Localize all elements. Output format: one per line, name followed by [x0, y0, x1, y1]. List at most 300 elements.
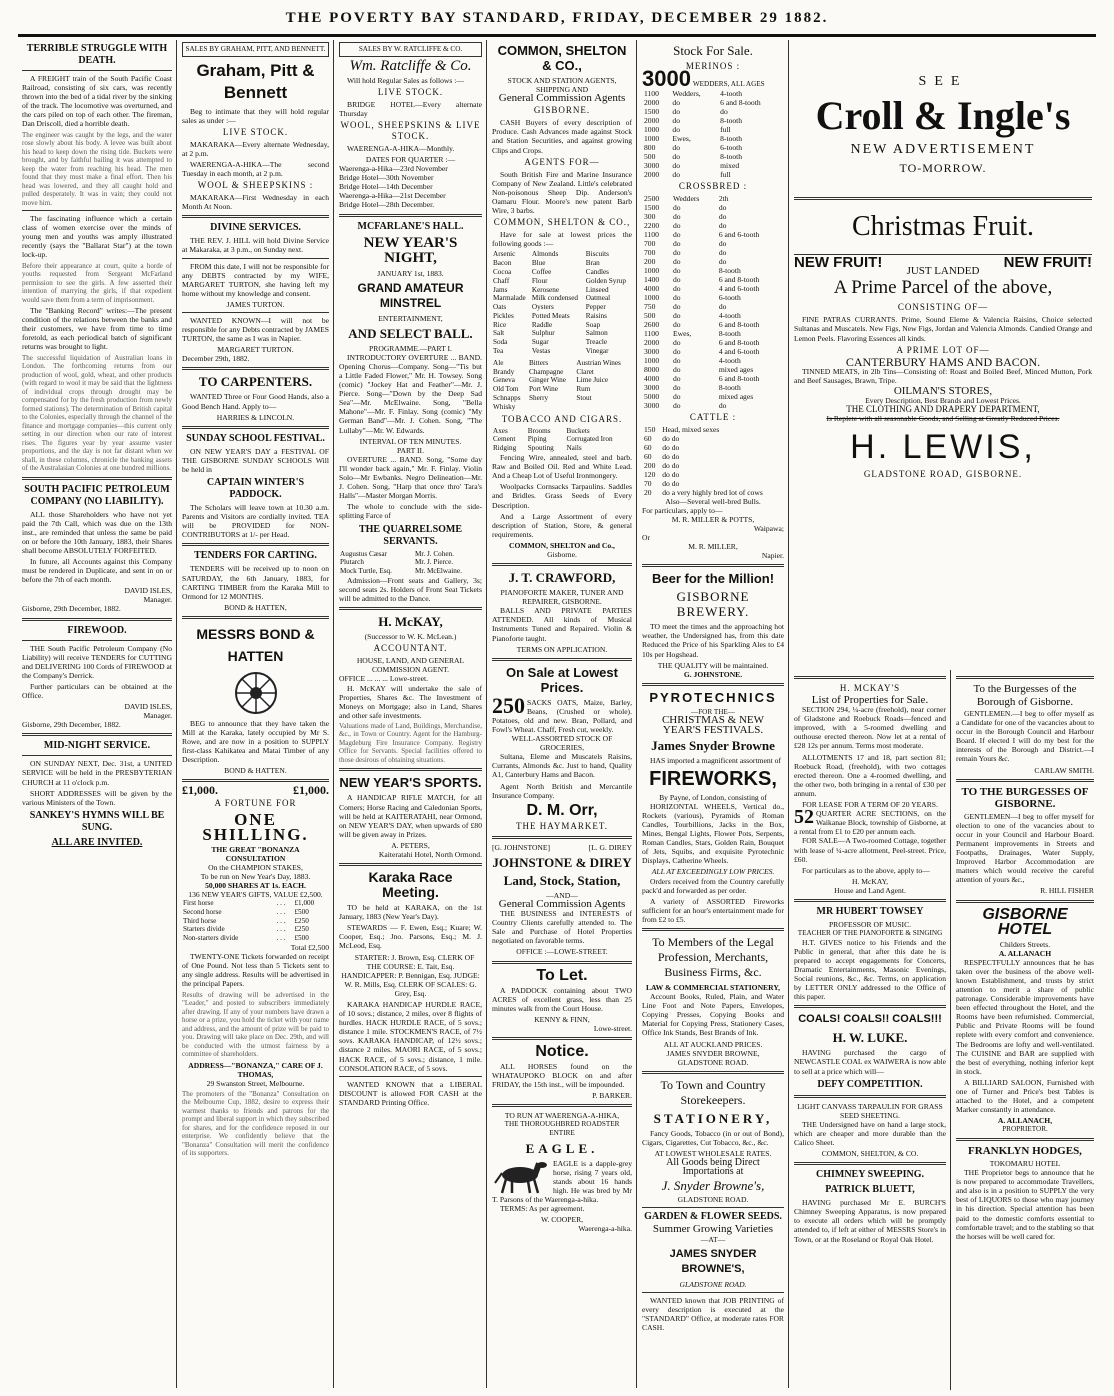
column-rule [333, 40, 334, 1388]
stud-line: TO RUN AT WAERENGA-A-HIKA, [504, 1111, 620, 1121]
programme-body: OVERTURE ... BAND. Song, "Some day I'll wonder back again," Mr. F. Finlay. Violin Solo—Mr Ewbanks. Negro Delineation—Mr. J. Cohen. Song, "Harp that once thro' Tara's Halls"—Master Morgan Morris. [339, 454, 482, 501]
sale-entry: MAKARAKA—Every alternate Wednesday, at 2 p.m. [182, 139, 329, 158]
table-cell: Mock Turtle, Esq. [340, 567, 392, 576]
table-cell: 1000 [644, 133, 660, 143]
drinks-row [492, 359, 632, 368]
table-cell: . . . [276, 934, 286, 943]
table-cell: 4 and 6-tooth [718, 346, 760, 356]
minstrel-title: GRAND AMATEUR MINSTREL [357, 280, 464, 310]
table-cell: 1000 [644, 355, 660, 365]
stock-row [642, 338, 784, 347]
legal-title: To Members of the Legal Profession, Merchants, Business Firms, &c. [652, 935, 774, 979]
stock-row [642, 203, 784, 212]
firm-name: Graham, Pitt & Bennett [196, 60, 315, 102]
goods-row [492, 294, 632, 303]
gifts-line: 136 NEW YEAR'S GIFTS, VALUE £2,500. [188, 890, 323, 899]
table-cell: do [718, 202, 727, 212]
new-ad-line: NEW ADVERTISEMENT [850, 142, 1036, 157]
table-cell: do do [662, 460, 680, 470]
column-rule [176, 40, 177, 1388]
croll-ingle-ad [790, 40, 1096, 670]
tomorrow-line: TO-MORROW. [899, 161, 987, 176]
table-cell: do [672, 391, 681, 401]
address-line: ADDRESS—"BONANZA," CARE OF J. THOMAS, [188, 1060, 323, 1079]
signature: MARGARET TURTON. [217, 345, 294, 355]
table-cell: do [672, 115, 680, 125]
stock-row [642, 347, 784, 356]
table-cell: Raddle [531, 320, 553, 329]
table-cell: Cocoa [493, 267, 512, 276]
prize-total: Total £2,500 [290, 943, 329, 953]
bonanza-body-continued: The promoters of the "Bonanza" Consultation on the Melbourne Cup, 1882, desire to express their warmest thanks to friends and patrons for the prompt and liberal support in which they subscribed for shares, and for the confidence reposed in our enterprise. We confidently believe that the "Bonanza" Consultation will merit the confidence of its supporters. [182, 1089, 329, 1158]
firm-sub2: General Commission Agents [498, 92, 626, 105]
article-body-continued: The successful liquidation of Australian loans in London. The forthcoming returns from our production of wool, gold, wheat, and other products (with regard to wool it may be said that the lightness of individual crops through drought may be compensated for by the fresh production from newly formed stations). The determination of British capital to the Colonies, especially through the channel of the finance and mortgage companies—this current only setting in our direction when our rate of interest rises. The figures year by year assume vaster proportions, and the day is not far distant when we shall, in these columns, chronicle the banking assets of the Australasian Colonies at one hundred millions. [22, 353, 172, 472]
table-cell: Sulphur [531, 329, 555, 338]
stock-row [642, 125, 784, 134]
table-cell: Pickles [493, 311, 514, 320]
orr-name: D. M. Orr, [526, 801, 598, 819]
table-cell: Ale [493, 358, 504, 367]
goods-row [492, 268, 632, 277]
mckay-name: H. McKAY, [378, 614, 443, 630]
agent-ins: Agent North British and Mercantile Insurance Company. [492, 781, 632, 800]
table-cell: 1500 [644, 106, 660, 116]
table-cell: Oats [493, 303, 507, 312]
signature-sub: Napier. [761, 551, 784, 561]
wool-head: WOOL, SHEEPSKINS & LIVE STOCK. [340, 119, 481, 141]
bonanza-body-continued: Results of drawing will be advertised in the "Leader," and posted to subscribers immediately after drawing. If any of your numbers have drawn a horse or a prize, you hold the ticket with your name and address, and the amount of prize will be paid to you. Drawing will take place on Dec. 29th, and will be conducted with the utmost fairness by a committee of shareholders. [182, 990, 329, 1059]
table-cell: Corrugated Iron [566, 435, 613, 444]
table-cell: do [672, 274, 681, 284]
tinned-line: TINNED MEATS, in 2lb Tins—Consisting of: Roast and Boiled Beef, Minced Mutton, Pork and Beef Sausages, Brawn, Tripe. [794, 366, 1092, 385]
table-cell: do [672, 220, 681, 230]
sports-title: NEW YEAR'S SPORTS. [339, 775, 482, 791]
pound-left: £1,000. [182, 783, 218, 798]
stationery-title: STATIONERY, [653, 1110, 773, 1126]
date-entry: Waerenga-a-Hika—23rd November [339, 164, 448, 174]
paddock-line: CAPTAIN WINTER'S PADDOCK. [206, 477, 305, 501]
goods-row [492, 312, 632, 321]
sawmill-woodcut [226, 670, 286, 716]
table-cell: . . . [276, 916, 286, 925]
table-cell: 3000 [644, 400, 660, 410]
table-cell: Oatmeal [585, 294, 611, 303]
table-cell: do [672, 169, 680, 179]
table-cell: Blue [531, 259, 546, 268]
stock-row [642, 293, 784, 302]
mckay-body: H. McKAY will undertake the sale of Properties, Shares &c. The Investment of Moneys on Mortgage; also in Land, Shares and other safe investments. [339, 683, 482, 720]
table-cell: 4000 [644, 283, 660, 293]
signature: CARLAW SMITH. [1034, 765, 1094, 775]
table-cell: 4-tooth [718, 310, 741, 320]
table-cell: 6 and 8-tooth [718, 373, 760, 383]
johnstone-firm: JOHNSTONE & DIREY [492, 854, 632, 870]
table-cell: 70 [644, 478, 652, 488]
prime-lot-line: A PRIME LOT OF— [896, 344, 990, 355]
table-cell: 60 [644, 433, 652, 443]
table-cell: 3000 [644, 160, 660, 170]
table-cell: 1100 [644, 328, 659, 338]
article-paragraph: The "Banking Record" writes:—The present condition of the relations between the banks and their customers, we have from time to time foretold, as each periodical batch of significant returns was brought to light. [22, 306, 172, 352]
canvas-title: LIGHT CANVASS TARPAULIN FOR GRASS SEED SHEETING. [797, 1101, 943, 1120]
chimney-title: CHIMNEY SWEEPING. [816, 1169, 924, 1181]
lewis-address: GLADSTONE ROAD, GISBORNE. [863, 469, 1023, 480]
beer-title: Beer for the Million! [651, 571, 775, 587]
signature: A. PETERS, [391, 840, 430, 850]
table-cell: do do [662, 451, 680, 461]
table-cell: Rice [493, 320, 507, 329]
goods-row [492, 259, 632, 268]
table-cell: do do [662, 478, 680, 488]
table-cell: 750 [644, 301, 656, 311]
groceries-head: WELL-ASSORTED STOCK OF GROCERIES, [511, 734, 613, 753]
table-cell: do [672, 151, 680, 161]
table-cell: 3000 [644, 346, 660, 356]
table-cell: First horse [183, 899, 214, 908]
signature: JAMES SNYDER BROWNE, [666, 1048, 760, 1058]
just-landed: JUST LANDED [906, 265, 980, 278]
signature-sub: Lowe-street. [593, 1023, 632, 1033]
table-cell: Coffee [531, 267, 552, 276]
article-lead: A FREIGHT train of the South Pacific Coast Railroad, consisting of six cars, was recently thrown into the bed of a tidal river by the sinking of the track. The locomotive was overturned, and the cars piled on top of each other. The fireman, Dan Driscoll, died a horrible death. [22, 74, 172, 129]
prize-table [182, 899, 329, 943]
article-title: TERRIBLE STRUGGLE WITH DEATH. [26, 43, 168, 66]
crawford-sub: PIANOFORTE MAKER, TUNER AND REPAIRER, GISBORNE. [500, 588, 624, 607]
table-cell: 1000 [644, 265, 660, 275]
sales-header: SALES BY GRAHAM, PITT, AND BENNETT. [182, 42, 329, 57]
part2-head: PART II. [397, 445, 424, 455]
properties-title: List of Properties for Sale. [811, 694, 929, 706]
stock-row [642, 434, 784, 443]
smith-body: GENTLEMEN.—I beg to offer myself as a Candidate for one of the vacancies about to occur in the Borough Council and Harbour Board. If elected I will do my best for the interests of the Borough and District.—I remain Yours &c. [956, 709, 1094, 764]
table-cell: Sugar [531, 338, 549, 347]
table-cell [528, 403, 575, 412]
stock-row [642, 329, 784, 338]
merino-table [642, 89, 784, 179]
table-cell: do do [662, 433, 680, 443]
accountant-line: ACCOUNTANT. [373, 643, 448, 654]
petroleum-notice-body: ALL those Shareholders who have not yet paid the 7th Call, which was due on the 13th inst., are reminded that unless the same be paid on or before the 10th January, 1883, their Shares shall become ABSOLUTELY FORFEITED. [22, 509, 172, 555]
date-entry: Waerenga-a-Hika—21st December [339, 191, 446, 201]
notice-date: Gisborne, 29th December, 1882. [22, 604, 121, 614]
divine-body: THE REV. J. HILL will hold Divine Service at Makaraka, at 3 p.m., on Sunday next. [182, 236, 329, 255]
goods-row [492, 329, 632, 338]
bonanza-line: THE GREAT "BONANZA CONSULTATION [211, 844, 300, 863]
discount-notice: WANTED KNOWN that a LIBERAL DISCOUNT is allowed FOR CASH at the STANDARD Printing Office. [339, 1079, 482, 1107]
variety-line: A variety of ASSORTED Fireworks sufficient for an hour's entertainment made for from £2 to £5. [642, 896, 784, 924]
table-cell: Claret [576, 367, 594, 376]
table-cell: 700 [644, 238, 656, 248]
table-cell: do [672, 346, 681, 356]
stock-row [642, 134, 784, 143]
stock-row [642, 425, 784, 434]
ball-line: AND SELECT BALL. [348, 325, 473, 341]
table-cell: Wedders, [672, 88, 701, 98]
table-cell: Champagne [528, 367, 564, 376]
table-cell: 4000 [644, 373, 660, 383]
firm-name: Wm. Ratcliffe & Co. [349, 57, 472, 74]
table-cell: Almonds [531, 250, 559, 259]
table-cell: Starters divide [183, 925, 225, 934]
gisborne-line: Gisborne. [547, 549, 577, 559]
table-cell: Austrian Wines [576, 358, 621, 367]
quarter-entry: QUARTER ACRE SECTIONS, on the Waikanae Block, township of Gisborne, at a rental from £1 to £20 per annum each. [794, 809, 946, 837]
signature: JAMES TURTON. [226, 299, 285, 309]
stock-row [642, 452, 784, 461]
towsey-teacher: TEACHER OF THE PIANOFORTE & SINGING [797, 929, 943, 938]
signature-sub: Waerenga-a-hika. [578, 1224, 632, 1234]
table-cell: 6 and 8-tooth [720, 97, 761, 107]
column-4 [488, 40, 636, 1390]
stock-row [642, 383, 784, 392]
article-paragraph: The fascinating influence which a certain class of women exercise over the minds of young men and youths was amply illustrated recently (says the "Ballarat Star") at the town lock-up. [22, 214, 172, 260]
signature: M. R. MILLER & POTTS, [671, 514, 755, 524]
programme-head: PROGRAMME.—PART I. [369, 343, 452, 353]
table-cell: do [672, 256, 681, 266]
signature: M. R. MILLER, [688, 542, 738, 552]
table-cell: Geneva [493, 376, 515, 385]
column-5 [638, 40, 788, 1390]
for-the-line: —FOR THE— [691, 707, 735, 716]
fireworks-sub: By Payne, of London, consisting of [659, 792, 767, 802]
table-cell: 2500 [644, 193, 660, 203]
apply-line: For particulars as to the above, apply to— [802, 865, 930, 875]
apply-line: For particulars, apply to— [642, 505, 723, 515]
table-cell: mixed ages [718, 364, 754, 374]
table-cell: do [672, 373, 681, 383]
summer-line: Summer Growing Varieties [652, 1223, 774, 1236]
franklyn-body: THE Proprietor begs to announce that he is now prepared to accommodate Travellers, and also is in a position to SUPPLY the very best of LIQUORS to those who may journey in his direction. Special attention has been paid to the domestic comforts essential to comfortable travel; and to the stabling so that the horses will be well cared for. [956, 1168, 1094, 1241]
table-cell: 8-tooth [720, 133, 743, 143]
table-cell: do [718, 301, 727, 311]
table-cell: Salmon [585, 329, 608, 338]
house-agent-line: HOUSE, LAND, AND GENERAL COMMISSION AGENT. [356, 656, 465, 675]
big-number: 3000 [642, 66, 691, 91]
table-cell: 8-tooth [720, 151, 743, 161]
karaka-title: Karaka Race Meeting. [368, 869, 453, 901]
or-line: Or [642, 532, 651, 542]
new-fruit-left: NEW FRUIT! [794, 254, 883, 272]
drinks-row [492, 403, 632, 412]
signature-sub: GLADSTONE ROAD. [677, 1057, 749, 1067]
gladstone-line: GLADSTONE ROAD. [677, 1195, 749, 1205]
table-cell: £500 [294, 907, 309, 916]
office-line: OFFICE :—LOWE-STREET. [516, 947, 608, 957]
section-entry: SECTION 294, ¼-acre (freehold), near corner of Gladstone and Roebuck Roads—fenced and improved, with a 5-roomed dwelling and outhouse erected thereon. Now let at a rental of £28 12s per annum. Terms most moderate. [794, 705, 946, 751]
festival-body: ON NEW YEAR'S DAY a FESTIVAL OF THE GISBORNE SUNDAY SCHOOLS Will be held in [182, 446, 329, 474]
table-cell: Port Wine [528, 385, 558, 394]
stock-title: Stock For Sale. [673, 43, 753, 58]
festivals-line: CHRISTMAS & NEW YEAR'S FESTIVALS. [661, 714, 765, 736]
stock-row [642, 275, 784, 284]
and-line: —AND— [546, 890, 578, 900]
prize-row [182, 934, 329, 943]
lease-line: FOR LEASE FOR A TERM OF 20 YEARS. [802, 800, 938, 810]
table-cell: . . . [276, 907, 286, 916]
franklyn-name: FRANKLYN HODGES, [968, 1144, 1082, 1157]
table-cell: 6 and 8-tooth [718, 274, 760, 284]
cast-row [339, 567, 482, 576]
orders-line: Orders received from the Country carefully pack'd and forwarded as per order. [642, 876, 784, 895]
table-cell: Head, mixed sexes [662, 424, 720, 434]
one-shilling-title: ONE SHILLING. [202, 809, 309, 844]
divine-title: DIVINE SERVICES. [210, 222, 301, 234]
general-line: General Commission Agents [498, 897, 626, 910]
table-cell: 2000 [644, 169, 660, 179]
dates-head: DATES FOR QUARTER :— [365, 154, 456, 164]
office-line: OFFICE ... ... ... Lowe-street. [339, 674, 429, 684]
stock-row [642, 401, 784, 410]
signature: BOND & HATTEN. [224, 766, 287, 776]
sale-entry: WAERENGA-A-HIKA—The second Tuesday in each month, at 2 p.m. [182, 159, 329, 179]
table-cell [575, 403, 632, 412]
table-cell: 2600 [644, 319, 660, 329]
crossbred-head: CROSSBRED : [678, 180, 748, 191]
jsb-line: J. Snyder Browne's, [661, 1178, 765, 1194]
table-cell: Tea [493, 347, 504, 356]
stock-row [642, 98, 784, 107]
table-cell: Wedders [672, 193, 700, 203]
table-cell: Oysters [531, 303, 554, 312]
hardware-row [492, 444, 632, 453]
defy-line: DEFY COMPETITION. [817, 1078, 923, 1090]
signature: HARRIES & LINCOLN. [216, 412, 295, 422]
table-cell: 500 [644, 310, 656, 320]
prices-line: ALL AT EXCEEDINGLY LOW PRICES. [651, 867, 775, 877]
lewis-title: H. LEWIS, [850, 428, 1036, 467]
live-stock-head: LIVE STOCK. [377, 86, 444, 97]
table-cell: Arsenic [493, 250, 516, 259]
merinos-head: MERINOS : [685, 61, 741, 71]
stock-row [642, 239, 784, 248]
johnstone-left: [G. JOHNSTONE] [492, 842, 551, 852]
towsey-body: H.T. GIVES notice to his Friends and the Public in general, that after this date he is prepared to accept engagements for Concerts, Dramatic Entertainments, Masonic Evenings, Social reunions, &c., &c. Terms, on application by LETTER ONLY addressed to the Office of this paper. [794, 937, 946, 1002]
stock-row [642, 356, 784, 365]
table-cell: do [672, 202, 681, 212]
crawford-name: J. T. CRAWFORD, [508, 570, 616, 586]
table-cell: Linseed [585, 285, 609, 294]
canvas-body: THE Undersigned have on hand a large stock, which are cheaper and more durable than the Calico Sheet. [794, 1119, 946, 1147]
signature: G. JOHNSTONE. [683, 669, 743, 679]
table-cell: do do [662, 442, 680, 452]
auckland-line: ALL AT AUCKLAND PRICES. [663, 1039, 763, 1049]
at-line: —AT— [700, 1234, 726, 1244]
table-cell: 60 [644, 451, 652, 461]
garden-title: GARDEN & FLOWER SEEDS. [644, 1211, 782, 1223]
table-cell: £250 [294, 916, 309, 925]
oats-body: SACKS OATS, Maize, Barley, Beans, (Crushed or whole). Potatoes, old and new. Bran, Pollard, and Fowl's Wheat. Chaff, Fresh cut, weekly. [492, 697, 632, 735]
table-cell: 5000 [644, 391, 660, 401]
crawford-body: BALLS AND PRIVATE PARTIES ATTENDED. All kinds of Musical Instruments Tuned and Repaired. Violin & Pianoforte taught. [492, 606, 632, 643]
stock-row [642, 479, 784, 488]
goods-row [492, 286, 632, 295]
drinks-row [492, 368, 632, 377]
goods-intro: Have for sale at lowest prices the following goods :— [492, 230, 632, 249]
table-cell: 4-tooth [720, 88, 743, 98]
browne-name: James Snyder Browne [651, 737, 775, 753]
jsb2-line: JAMES SNYDER BROWNE'S, [669, 1247, 757, 1275]
stock-row [642, 365, 784, 374]
stock-row [642, 107, 784, 116]
table-cell: full [720, 124, 731, 134]
storekeepers-title: To Town and Country Storekeepers. [660, 1077, 766, 1107]
table-cell: Mr. McElwaine. [414, 567, 462, 576]
billiard-body: A BILLIARD SALOON, Furnished with one of Turner and Price's best Tables is attached to the Hotel, and a competent Marker constantly in attendance. [956, 1077, 1094, 1115]
notice-date: Gisborne, 29th December, 1882. [22, 720, 121, 730]
table-cell: 2000 [644, 337, 660, 347]
bluett-body: HAVING purchased Mr E. BURCH'S Chimney Sweeping Apparatus, is now prepared to execute all orders which will be promptly attended to, if left at either of MESSRS Store's in Town, or at the Roseland or Royal Oak Hotel. [794, 1198, 946, 1244]
stock-row [642, 470, 784, 479]
table-cell: Pepper [585, 303, 606, 312]
signature: R. HILL FISHER [1040, 886, 1094, 896]
street-line: 29 Swanston Street, Melbourne. [206, 1078, 305, 1088]
hardware-row [492, 427, 632, 436]
allanach-line: A. ALLANACH [998, 948, 1052, 958]
table-cell: mixed ages [718, 391, 754, 401]
table-cell: Chaff [493, 276, 510, 285]
table-cell: Bitters [528, 358, 549, 367]
farce-intro: The whole to conclude with the side-splitting Farce of [339, 502, 482, 521]
dates-list [339, 164, 482, 209]
firewood-body: Further particulars can be obtained at the Office. [22, 681, 172, 700]
table-cell: Brooms [527, 426, 551, 435]
hotel-title: GISBORNE HOTEL [982, 905, 1068, 938]
table-cell: do [718, 256, 727, 266]
table-cell: 1000 [644, 292, 660, 302]
column-6 [790, 672, 950, 1390]
wheels-list: HORIZONTAL WHEELS, Vertical do., Rockets (various), Pyramids of Roman Candles, Tourbillions, Jacks in the Box, Mines, Bengal Lights, Flower Pots, Serpents, Roman Candles, Stars, Golden Rain, Bouquet of Jets, Squibs, and exquisite Pyrotechnic Displays, Catherine Wheels. [642, 801, 784, 866]
cattle-table [642, 425, 784, 497]
table-cell: do [672, 211, 681, 221]
signature: BOND & HATTEN, [224, 602, 287, 612]
table-cell: do [672, 382, 681, 392]
horse-woodcut [492, 1159, 550, 1195]
prize-row [182, 908, 329, 917]
firm-intro: Will hold Regular Sales as follows :— [347, 75, 464, 85]
run-line: To be run on New Year's Day, 1883. [200, 871, 311, 881]
table-cell: 4-tooth [718, 355, 741, 365]
stock-row [642, 230, 784, 239]
coals-title: COALS! COALS!! COALS!!! [798, 1013, 942, 1026]
table-cell: Marmalade [493, 294, 526, 303]
wanted-notice: WANTED KNOWN—I will not be responsible for any Debts contracted by JAMES TURTON, the same as I was in Napier. [182, 316, 329, 344]
table-cell: do [672, 124, 680, 134]
table-cell: do [718, 211, 727, 221]
stock-row [642, 170, 784, 179]
woolpacks-line: Woolpacks Cornsacks Tarpaulins. Saddles and Bridles. Grass Seeds of Every Description. [492, 482, 632, 510]
hymns-line: SANKEY'S HYMNS WILL BE SUNG. [29, 809, 165, 833]
messrs-body: BEG to announce that they have taken the Mill at the Karaka, lately occupied by Mr S. Rowe, and are now in a position to SUPPLY first-class Kahikatea and Matai Timber of any Description. [182, 718, 329, 765]
invited-line: ALL ARE INVITED. [51, 836, 143, 848]
stock-row [642, 152, 784, 161]
table-cell: . . . [276, 899, 286, 908]
table-cell: Rum [576, 385, 591, 394]
oats-number: 250 [492, 692, 525, 718]
messrs-title: MESSRS BOND & HATTEN [196, 625, 315, 664]
races-list: KARAKA HANDICAP HURDLE RACE, of 10 sovs.; distance, 2 miles, over 8 flights of hurdles. HACK HURDLE RACE, of 5 sovs.; distance 1 mile. STOCKMEN'S RACE, of 7½ sovs. KARAKA HANDICAP, of 12½ sovs.; distance 2 miles. MAORI RACE, of 5 sovs.; HACK RACE, of 5 sovs.; distance, 1 mile. CONSOLATION RACE, of 5 sovs. [339, 1000, 482, 1073]
table-cell: do [672, 292, 681, 302]
quarter-number: 52 [794, 806, 814, 829]
table-cell: 6 and 8-tooth [718, 319, 760, 329]
firm-name: COMMON, SHELTON & CO., [493, 217, 631, 228]
table-cell: £500 [294, 934, 309, 943]
towsey-sub: PROFESSOR OF MUSIC. [828, 919, 912, 929]
wholesale-line: AT LOWEST WHOLESALE RATES. [654, 1149, 772, 1159]
mckay-sub: (Successor to W. K. McLean.) [364, 632, 457, 642]
table-cell: Lime Juice [576, 376, 609, 385]
table-cell: Second horse [183, 907, 222, 916]
bulls-line: Also—Several well-bred Bulls. [665, 496, 761, 506]
